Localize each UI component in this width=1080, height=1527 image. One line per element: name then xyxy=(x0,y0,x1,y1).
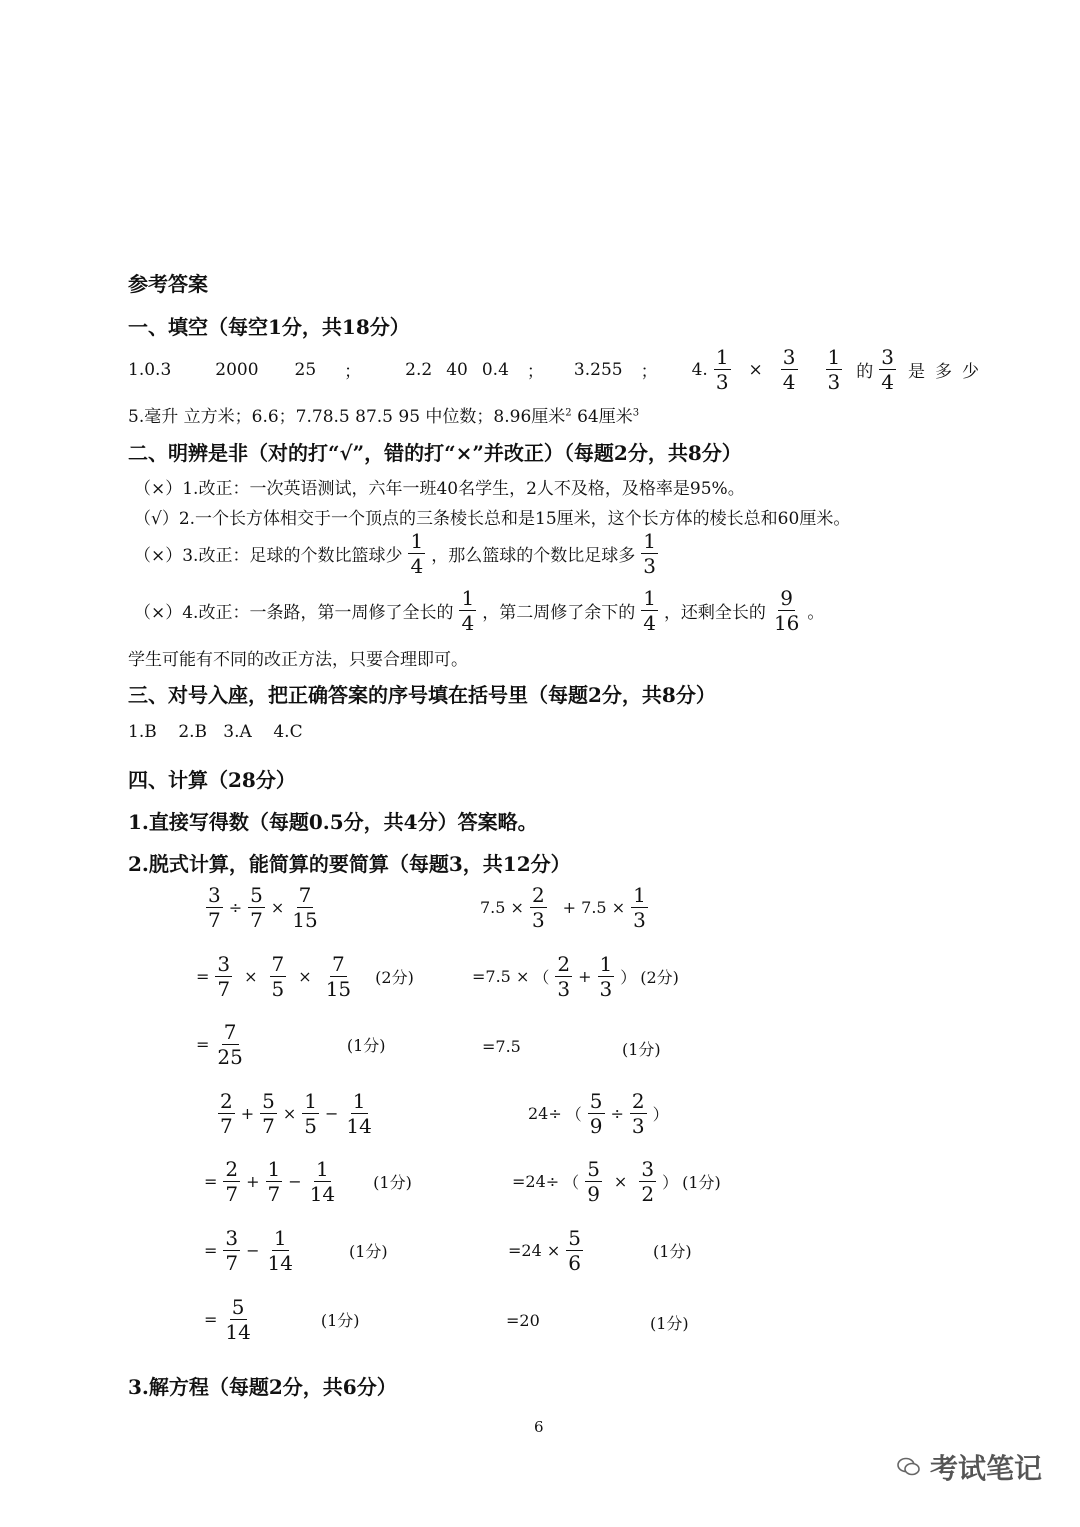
fill-blank-line-1 xyxy=(128,346,989,393)
wechat-icon xyxy=(896,1454,922,1480)
q1: 1.0.3 xyxy=(128,359,172,380)
semicolon: ； xyxy=(640,362,658,382)
line2: 5.毫升 立方米；6.6；7.78.5 87.5 95 中位数；8.96厘米 xyxy=(128,407,566,427)
calc-4-score: (1分) xyxy=(650,1314,689,1333)
square-sup: 2 xyxy=(565,407,572,419)
semicolon: ； xyxy=(344,362,362,382)
fraction: $\frac{1}{4}$ xyxy=(410,529,424,578)
note: 学生可能有不同的改正方法，只要合理即可。 xyxy=(128,650,468,670)
cube-sup: 3 xyxy=(632,407,640,419)
judge-item-4 xyxy=(134,587,824,634)
section-2-heading: 二、明辨是非（对的打“√”，错的打“×”并改正）（每题2分，共8分） xyxy=(128,441,742,465)
section-1-heading: 一、填空（每空1分，共18分） xyxy=(128,315,410,339)
i4a: （×）4.改正：一条路，第一周修了全长的 xyxy=(134,603,454,623)
i4b: ，第二周修了余下的 xyxy=(482,603,636,623)
page-number: 6 xyxy=(534,1418,544,1436)
calc-3-step-1: = $\frac{2}{7}$ + $\frac{1}{7}$ − $\frac{1}{14}$ (1分) xyxy=(204,1157,412,1206)
fraction: $\frac{1}{4}$ xyxy=(643,586,656,635)
calc-2-step-1: =7.5 × （ $\frac{2}{3}$ + $\frac{1}{3}$ ） (2分) xyxy=(472,952,679,1001)
calc-1-step-1: = $\frac{3}{7}$ × $\frac{7}{5}$ × $\frac{7}{15}$ (2分) xyxy=(196,952,414,1001)
section-4-heading: 四、计算（28分） xyxy=(128,768,296,792)
judge-item-3 xyxy=(134,530,660,577)
q3: 3.255 xyxy=(573,359,623,380)
calc-3-expr: $\frac{2}{7}$ + $\frac{5}{7}$ × $\frac{1}{5}$ − $\frac{1}{14}$ xyxy=(220,1089,372,1138)
calc-2-step-2: =7.5 xyxy=(482,1037,521,1056)
semicolon: ； xyxy=(526,362,544,382)
calc-1-step-2: = $\frac{7}{25}$ (1分) xyxy=(196,1020,386,1069)
i4c: ，还剩全长的 xyxy=(663,603,766,623)
section-3-heading: 三、对号入座，把正确答案的序号填在括号里（每题2分，共8分） xyxy=(128,683,716,707)
watermark-text: 考试笔记 xyxy=(929,1452,1042,1485)
shi: 是多少 xyxy=(908,362,989,382)
q1c: 25 xyxy=(294,359,317,380)
calc-4-step-3: =20 xyxy=(506,1311,540,1330)
calc-part-3: 3.解方程（每题2分，共6分） xyxy=(128,1375,397,1399)
q4: 4. xyxy=(691,359,708,380)
answer-title: 参考答案 xyxy=(128,272,208,296)
judge-item-2: （√）2.一个长方体相交于一个顶点的三条棱长总和是15厘米，这个长方体的棱长总和60厘米。 xyxy=(134,509,851,529)
calc-4-expr: 24÷ （ $\frac{5}{9}$ ÷ $\frac{2}{3}$ ） xyxy=(528,1089,669,1138)
calc-4-step-2: =24 × $\frac{5}{6}$ (1分) xyxy=(508,1226,692,1275)
judge-item-1: （×）1.改正：一次英语测试，六年一班40名学生，2人不及格，及格率是95%。 xyxy=(134,479,745,499)
i4d: 。 xyxy=(807,603,825,623)
calc-3-step-2: = $\frac{3}{7}$ − $\frac{1}{14}$ (1分) xyxy=(204,1226,388,1275)
fraction: $\frac{1}{3}$ xyxy=(827,345,841,394)
calc-1-expr: $\frac{3}{7}$ ÷ $\frac{5}{7}$ × $\frac{7}{15}$ xyxy=(208,883,318,932)
fraction: $\frac{1}{4}$ xyxy=(461,586,475,635)
i3b: ，那么篮球的个数比足球多 xyxy=(431,546,636,566)
calc-part-1: 1.直接写得数（每题0.5分，共4分）答案略。 xyxy=(128,810,538,834)
fraction: $\frac{3}{4}$ xyxy=(881,345,894,394)
i3a: （×）3.改正：足球的个数比篮球少 xyxy=(134,546,403,566)
fraction: $\frac{1}{3}$ xyxy=(715,345,729,394)
watermark xyxy=(896,1447,1042,1487)
q2: 2.2 xyxy=(405,359,433,380)
choice-answers: 1.B 2.B 3.A 4.C xyxy=(128,722,303,742)
q2c: 0.4 xyxy=(481,359,509,380)
calc-3-step-3: = $\frac{5}{14}$ (1分) xyxy=(204,1295,360,1344)
fraction: $\frac{9}{16}$ xyxy=(773,586,800,635)
times: × xyxy=(748,359,763,380)
calc-4-step-1: =24÷ （ $\frac{5}{9}$ × $\frac{3}{2}$ ） (1分) xyxy=(512,1157,721,1206)
fraction: $\frac{1}{3}$ xyxy=(643,529,656,578)
calc-part-2: 2.脱式计算，能简算的要简算（每题3，共12分） xyxy=(128,852,571,876)
line2b: 64厘米 xyxy=(577,407,633,427)
calc-2-score: (1分) xyxy=(622,1040,661,1059)
q2b: 40 xyxy=(446,359,468,380)
fraction: $\frac{3}{4}$ xyxy=(782,345,796,394)
calc-2-expr: 7.5 × $\frac{2}{3}$ + 7.5 × $\frac{1}{3}$ xyxy=(480,883,646,932)
q1b: 2000 xyxy=(215,359,259,380)
de: 的 xyxy=(856,362,874,382)
fill-blank-line-2 xyxy=(128,402,639,427)
